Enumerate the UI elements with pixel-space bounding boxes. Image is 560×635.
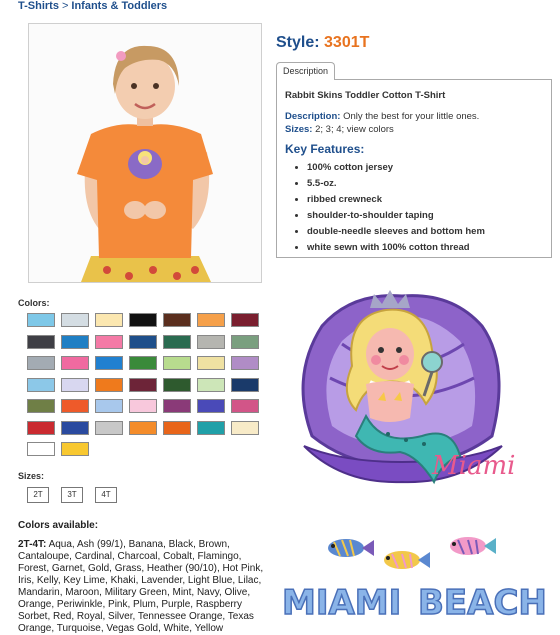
feature-item: • 100% cotton jersey <box>307 160 485 176</box>
color-swatch[interactable] <box>27 442 55 456</box>
color-swatch[interactable] <box>61 335 89 349</box>
color-swatch[interactable] <box>197 356 225 370</box>
color-swatch[interactable] <box>27 399 55 413</box>
style-title <box>276 34 369 52</box>
color-swatch[interactable] <box>197 421 225 435</box>
color-swatch[interactable] <box>163 421 191 435</box>
mermaid-embroidery-design <box>282 286 548 496</box>
breadcrumb-link-infants-toddlers[interactable]: Infants & Toddlers <box>71 0 168 12</box>
color-swatch[interactable] <box>95 335 123 349</box>
color-swatch-grid <box>27 313 267 456</box>
feature-item: • white sewn with 100% cotton thread <box>307 240 485 256</box>
product-photo <box>28 23 262 283</box>
feature-item: • 5.5-oz. <box>307 176 485 192</box>
color-swatch[interactable] <box>197 399 225 413</box>
color-swatch[interactable] <box>95 356 123 370</box>
color-swatch[interactable] <box>163 335 191 349</box>
features-list <box>291 160 485 256</box>
color-swatch[interactable] <box>27 421 55 435</box>
feature-item: • double-needle sleeves and bottom hem <box>307 224 485 240</box>
description-panel <box>276 79 552 258</box>
fish-icon <box>328 539 374 557</box>
sizes-label-inline: Sizes: <box>285 124 313 135</box>
colors-available-list: Aqua, Ash (99/1), Banana, Black, Brown, Cantaloupe, Cardinal, Charcoal, Cobalt, Flamingo, Forest, Garnet, Gold, Grass, Heather (90/10), Hot Pink, Iris, Kelly, Key Lime, Khaki, Lavender, Light Blue, Lilac, Mandarin, Maroon, Military Green, Mint, Navy, Olive, Orange, Periwinkle, Pink, Plum, Purple, Raspberry Sorbet, Red, Royal, Silver, Tennessee Orange, Texas Orange, Turquoise, Vegas Gold, White, Yellow <box>18 539 264 634</box>
color-swatch[interactable] <box>129 399 157 413</box>
color-swatch[interactable] <box>231 335 259 349</box>
description-label: Description: <box>285 111 341 122</box>
product-name: Rabbit Skins Toddler Cotton T-Shirt <box>285 90 446 101</box>
color-swatch[interactable] <box>231 356 259 370</box>
color-swatch[interactable] <box>129 335 157 349</box>
color-swatch[interactable] <box>27 313 55 327</box>
color-swatch[interactable] <box>129 421 157 435</box>
color-swatch[interactable] <box>61 421 89 435</box>
style-prefix: Style: <box>276 34 320 51</box>
colors-available-prefix: 2T-4T: <box>18 539 47 550</box>
color-swatch[interactable] <box>129 378 157 392</box>
color-swatch[interactable] <box>163 356 191 370</box>
colors-available-title: Colors available: <box>18 520 99 531</box>
colors-label: Colors: <box>18 298 50 308</box>
key-features-title: Key Features: <box>285 142 365 156</box>
description-line <box>285 111 479 122</box>
mermaid-caption: Miami <box>432 451 516 481</box>
description-text: Only the best for your little ones. <box>343 111 480 122</box>
color-swatch[interactable] <box>95 399 123 413</box>
color-swatch[interactable] <box>197 313 225 327</box>
color-swatch[interactable] <box>231 378 259 392</box>
color-swatch[interactable] <box>61 313 89 327</box>
fish-icon <box>384 551 430 569</box>
color-swatch[interactable] <box>197 378 225 392</box>
style-number: 3301T <box>324 34 370 51</box>
color-swatch[interactable] <box>61 378 89 392</box>
color-swatch[interactable] <box>129 313 157 327</box>
toddler-photo-illustration <box>29 24 261 282</box>
tab-description[interactable]: Description <box>276 62 335 80</box>
color-swatch[interactable] <box>231 421 259 435</box>
color-swatch[interactable] <box>129 356 157 370</box>
color-swatch[interactable] <box>231 399 259 413</box>
feature-item: • ribbed crewneck <box>307 192 485 208</box>
size-option-3t[interactable]: 3T <box>61 487 83 503</box>
color-swatch[interactable] <box>95 421 123 435</box>
fish-icon <box>450 537 496 555</box>
color-swatch[interactable] <box>163 313 191 327</box>
sizes-text: 2; 3; 4; view colors <box>315 124 394 135</box>
sizes-label: Sizes: <box>18 471 45 481</box>
color-swatch[interactable] <box>163 399 191 413</box>
sizes-line <box>285 124 394 135</box>
color-swatch[interactable] <box>27 335 55 349</box>
color-swatch[interactable] <box>27 356 55 370</box>
size-option-4t[interactable]: 4T <box>95 487 117 503</box>
breadcrumb <box>18 0 167 12</box>
size-option-2t[interactable]: 2T <box>27 487 49 503</box>
color-swatch[interactable] <box>95 378 123 392</box>
breadcrumb-link-tshirts[interactable]: T-Shirts <box>18 0 59 12</box>
miami-beach-design <box>278 526 550 630</box>
color-swatch[interactable] <box>163 378 191 392</box>
color-swatch[interactable] <box>197 335 225 349</box>
color-swatch[interactable] <box>61 356 89 370</box>
beach-word-miami: MIAMI <box>282 583 402 623</box>
color-swatch[interactable] <box>61 399 89 413</box>
size-options <box>27 487 117 503</box>
color-swatch[interactable] <box>61 442 89 456</box>
color-swatch[interactable] <box>95 313 123 327</box>
colors-available-text <box>18 539 270 635</box>
feature-item: • shoulder-to-shoulder taping <box>307 208 485 224</box>
beach-word-beach: BEACH <box>418 583 547 623</box>
color-swatch[interactable] <box>27 378 55 392</box>
color-swatch[interactable] <box>231 313 259 327</box>
breadcrumb-separator: > <box>61 0 69 12</box>
